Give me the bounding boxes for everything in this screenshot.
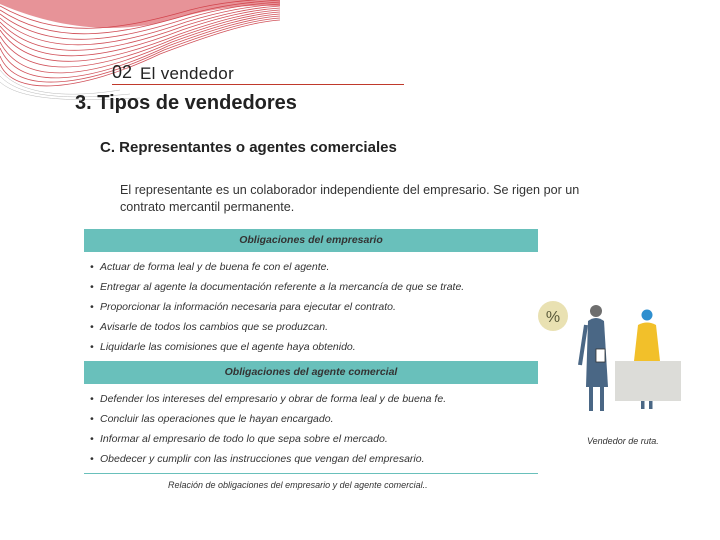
- obligations-table: [84, 229, 538, 474]
- table-bottom-divider: [84, 473, 538, 474]
- list-item: • Obedecer y cumplir con las instrucciones que vengan del empresario.: [90, 449, 538, 469]
- bullet-icon: •: [90, 413, 94, 425]
- bullet-icon: •: [90, 393, 94, 405]
- description-text: El representante es un colaborador independiente del empresario. Se rigen por un contrato mercantil permanente.: [120, 183, 580, 214]
- vendor-figure-icon: [580, 305, 608, 411]
- section-header: [112, 60, 404, 85]
- bullet-icon: •: [90, 433, 94, 445]
- agent-obligations-header: Obligaciones del agente comercial: [84, 361, 538, 384]
- list-item: • Informar al empresario de todo lo que sepa sobre el mercado.: [90, 429, 538, 449]
- employer-obligations-header: Obligaciones del empresario: [84, 229, 538, 252]
- counter-icon: [615, 361, 681, 401]
- bullet-icon: •: [90, 281, 94, 293]
- section-title: El vendedor: [140, 64, 235, 83]
- bullet-icon: •: [90, 453, 94, 465]
- bullet-icon: •: [90, 321, 94, 333]
- bullet-icon: •: [90, 301, 94, 313]
- list-item: • Actuar de forma leal y de buena fe con el agente.: [90, 257, 538, 277]
- list-item: • Liquidarle las comisiones que el agente haya obtenido.: [90, 337, 538, 357]
- agent-obligations-list: [84, 384, 538, 473]
- sub-heading: C. Representantes o agentes comerciales: [100, 139, 397, 156]
- list-item: • Proporcionar la información necesaria para ejecutar el contrato.: [90, 297, 538, 317]
- percent-symbol: %: [545, 309, 561, 326]
- section-number: 02: [112, 62, 133, 82]
- page-title: 3. Tipos de vendedores: [75, 92, 297, 114]
- list-item: • Avisarle de todos los cambios que se produzcan.: [90, 317, 538, 337]
- route-salesman-illustration: [530, 295, 690, 420]
- list-item: • Defender los intereses del empresario y obrar de forma leal y de buena fe.: [90, 389, 538, 409]
- employer-obligations-list: [84, 252, 538, 361]
- bullet-icon: •: [90, 261, 94, 273]
- bullet-icon: •: [90, 341, 94, 353]
- list-item: • Entregar al agente la documentación referente a la mercancía de que se trate.: [90, 277, 538, 297]
- decorative-wave-graphic: [0, 0, 280, 100]
- list-item: • Concluir las operaciones que le hayan encargado.: [90, 409, 538, 429]
- table-caption: Relación de obligaciones del empresario y del agente comercial..: [168, 480, 428, 490]
- illustration-caption: Vendedor de ruta.: [587, 436, 659, 446]
